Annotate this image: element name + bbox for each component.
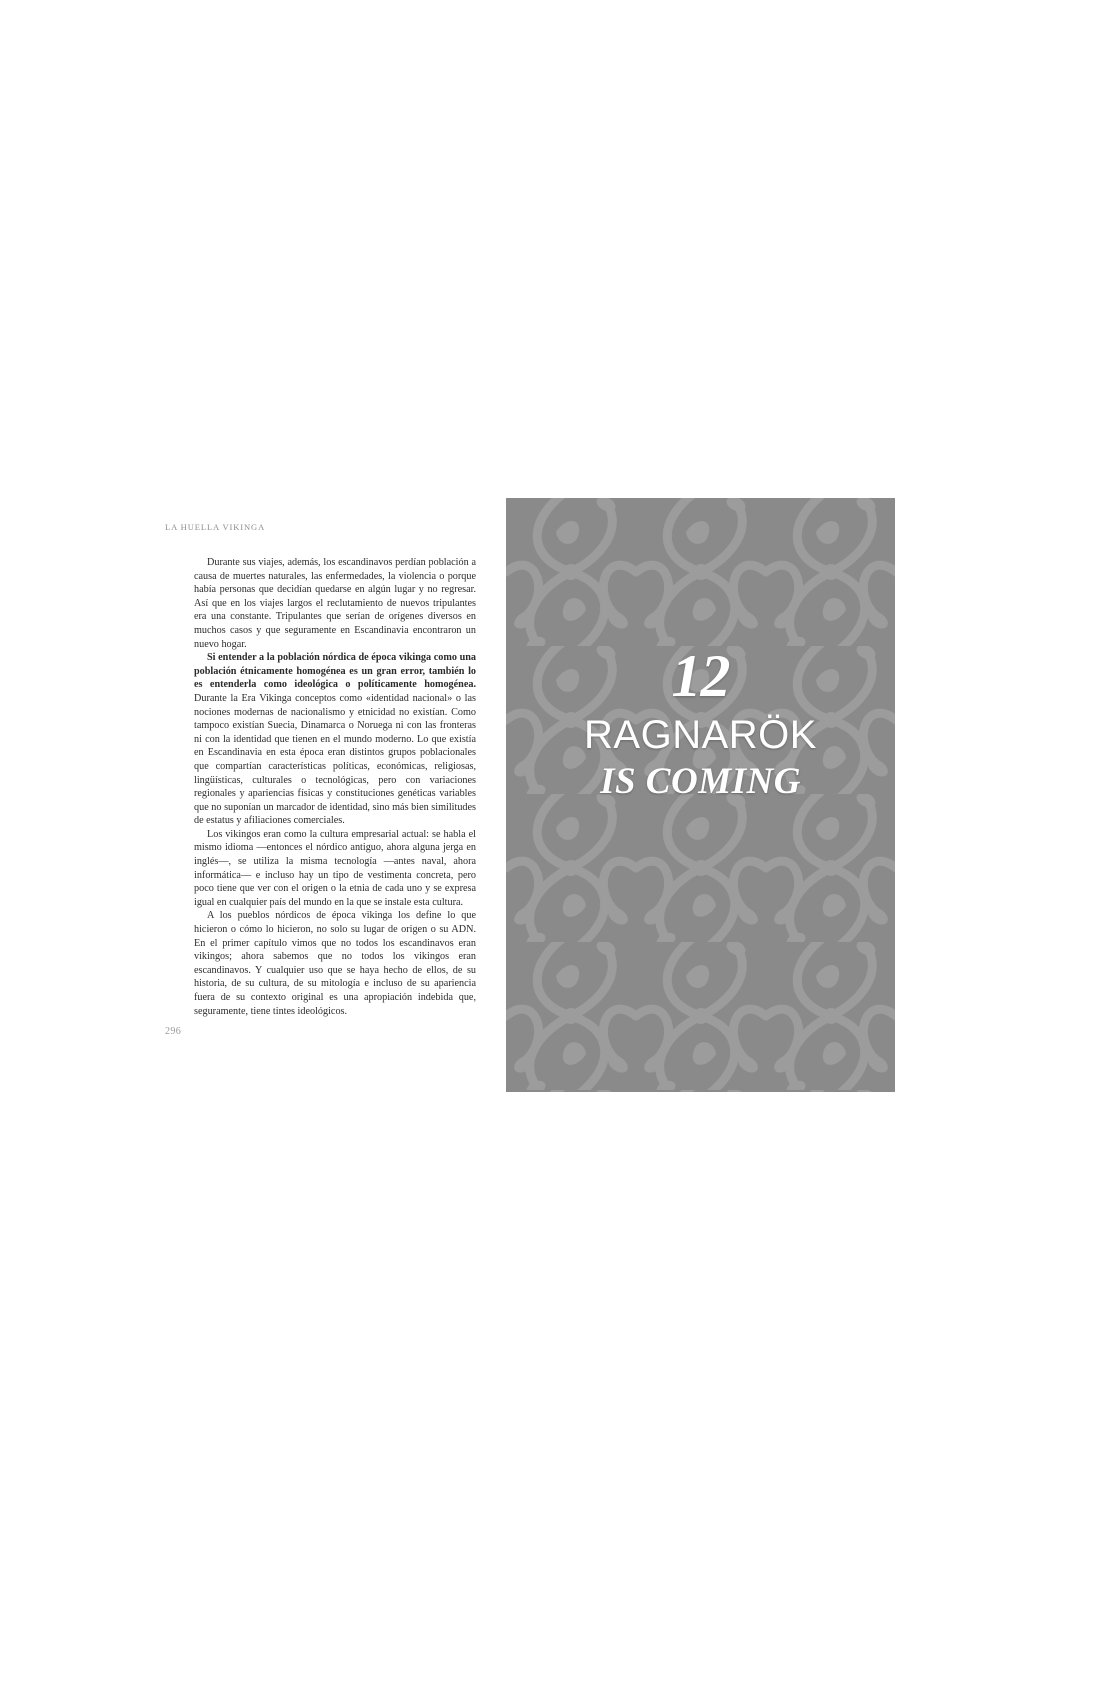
- chapter-opener-page: [506, 498, 895, 1092]
- running-head: LA HUELLA VIKINGA: [165, 522, 266, 532]
- paragraph: A los pueblos nórdicos de época vikinga los define lo que hicieron o cómo lo hicieron, no solo su lugar de origen o su ADN. En el primer capítulo vimos que no todos los escandinavos eran vikingos; ahora sabemos que no todos los vikingos eran escandinavos. Y cualquier uso que se haya hecho de ellos, de su historia, de su cultura, de su mitología e incluso de su apariencia fuera de su contexto original es una apropiación indebida que, seguramente, tiene tintes ideológicos.: [194, 910, 476, 1017]
- chapter-opener-text: [506, 643, 895, 804]
- paragraph-bold-lead: [194, 651, 476, 828]
- chapter-subtitle: IS COMING: [600, 761, 801, 802]
- chapter-number: 12: [671, 643, 730, 709]
- chapter-title: RAGNARÖK: [584, 713, 817, 757]
- page-number: 296: [165, 1026, 182, 1037]
- paragraph: Los vikingos eran como la cultura empresarial actual: se habla el mismo idioma —entonces el nórdico antiguo, ahora alguna jerga en inglés—, se utiliza la misma tecnología —antes naval, ahora informática— e incluso hay un tipo de vestimenta concreta, pero poco tiene que ver con el origen o la etnia de cada uno y se expresa igual en cualquier país del mundo en la que se instale esta cultura.: [194, 828, 476, 908]
- paragraph-bold-segment: Si entender a la población nórdica de época vikinga como una población étnicamente homogénea es un gran error, también lo es entenderla como ideológica o políticamente homogénea.: [194, 652, 476, 691]
- paragraph-normal-segment: Durante la Era Vikinga conceptos como «identidad nacional» o las nociones modernas de nacionalismo y etnicidad no existían. Como tampoco existían Suecia, Dinamarca o Noruega ni con las fronteras ni con la identidad que tienen en el mundo moderno. Lo que existía en Escandinavia en esta época eran distintos grupos poblacionales que compartían características políticas, económicas, religiosas, lingüísticas, culturales o tecnológicas, pero con variaciones regionales y apariencias físicas y constituciones genéticas variables que no suponían un marcador de identidad, sino más bien similitudes de estatus y afiliaciones comerciales.: [194, 692, 476, 827]
- body-text-column: [194, 556, 476, 1018]
- paragraph: Durante sus viajes, además, los escandinavos perdían población a causa de muertes naturales, las enfermedades, la violencia o porque había personas que decidían quedarse en algún lugar y no regresar. Así que en los viajes largos el reclutamiento de nuevos tripulantes era una constante. Tripulantes que serían de orígenes diversos en muchos casos y que seguramente en Escandinavia encontraron un nuevo hogar.: [194, 557, 476, 650]
